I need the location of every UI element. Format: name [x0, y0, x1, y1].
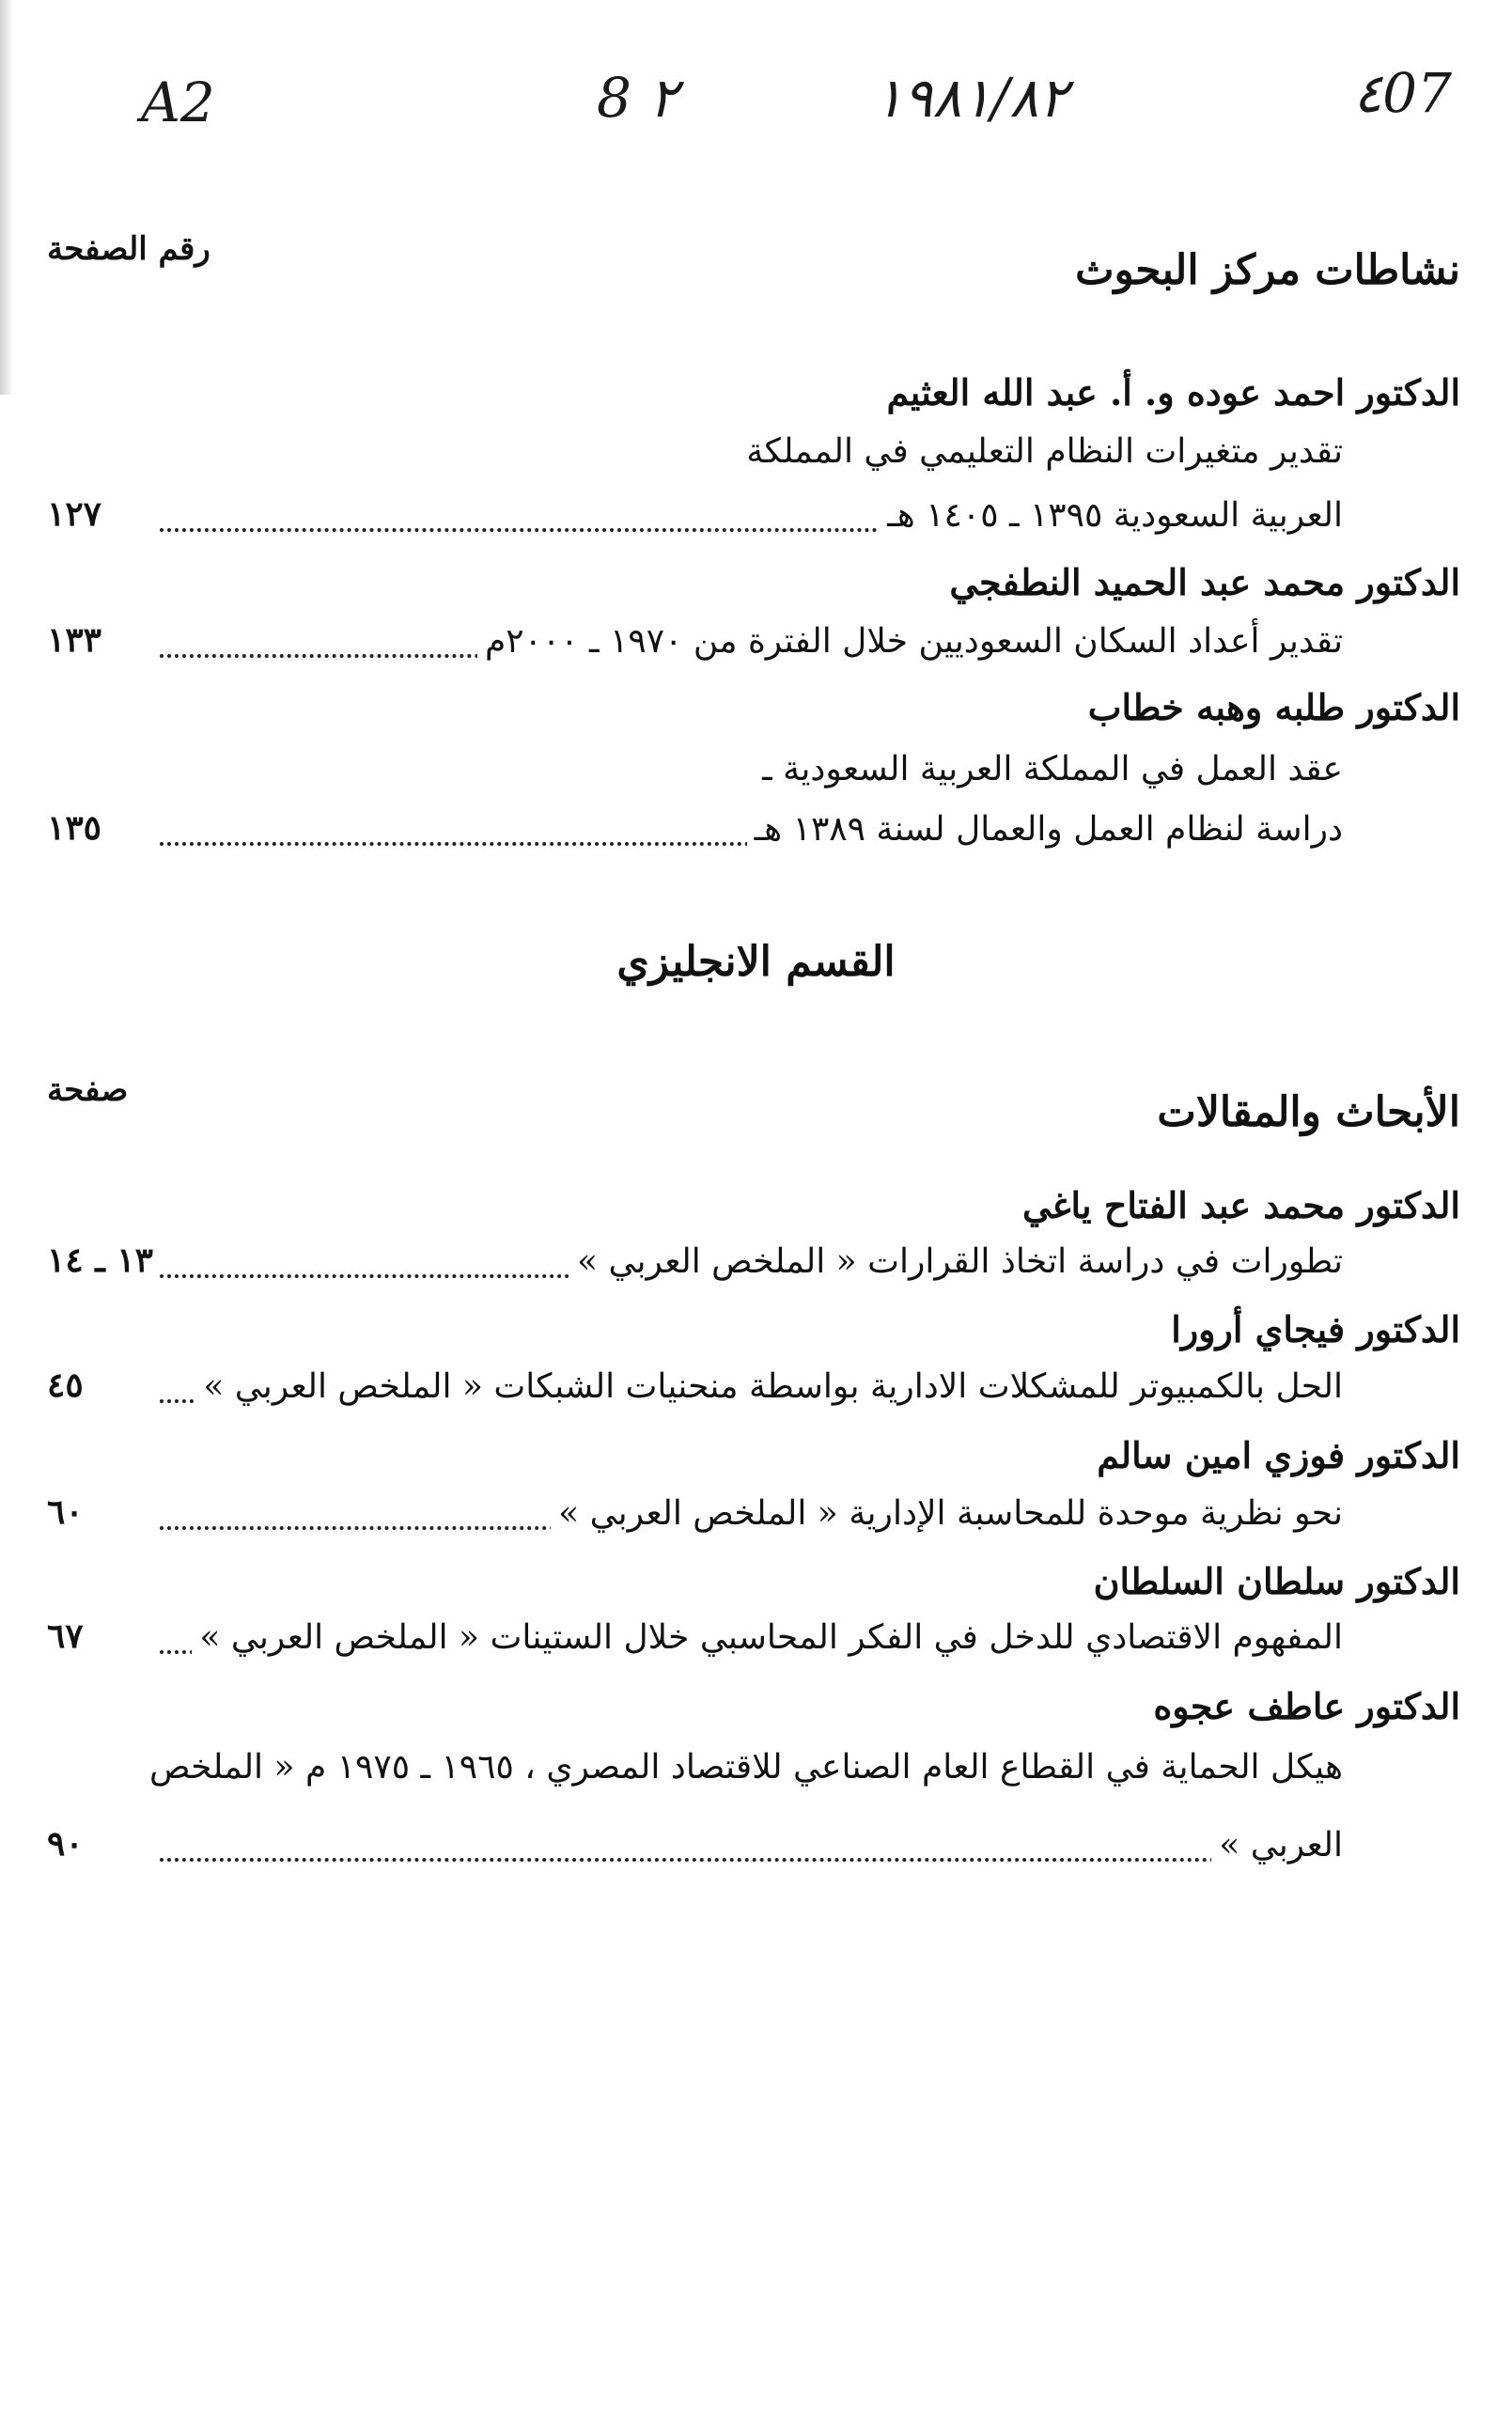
handwritten-date: ١٩٨١/٨٢	[874, 66, 1068, 130]
handwritten-number: ٤07	[1353, 61, 1452, 125]
entry-author: الدكتور فوزي امين سالم	[1097, 1434, 1460, 1476]
entry-page-number: ١٢٧	[47, 494, 107, 534]
page-number-label: رقم الصفحة	[47, 230, 210, 268]
entry-page-number: ٦٠	[47, 1492, 89, 1532]
entry-author: الدكتور احمد عوده و. أ. عبد الله العثيم	[886, 371, 1460, 413]
toc-row	[47, 622, 1343, 675]
english-section-title: القسم الانجليزي	[616, 938, 896, 986]
section-title-articles: الأبحاث والمقالات	[1157, 1088, 1460, 1136]
entry-title-line: عقد العمل في المملكة العربية السعودية ـ	[762, 750, 1343, 788]
entry-title-line: المفهوم الاقتصادي للدخل في الفكر المحاسبي خلال الستينات « الملخص العربي »	[192, 1618, 1343, 1657]
entry-page-number: ١٣٣	[47, 620, 107, 660]
entry-author: الدكتور عاطف عجوه	[1153, 1685, 1460, 1727]
section-title-research-center: نشاطات مركز البحوث	[1075, 246, 1460, 294]
dot-leader	[160, 1858, 1343, 1862]
toc-row	[47, 1618, 1343, 1671]
entry-title-line: الحل بالكمبيوتر للمشكلات الادارية بواسطة منحنيات الشبكات « الملخص العربي »	[195, 1367, 1343, 1406]
entry-page-number: ١٣٥	[47, 808, 107, 848]
toc-row	[47, 1826, 1343, 1879]
entry-page-number: ٩٠	[47, 1824, 89, 1864]
entry-author: الدكتور طلبه وهبه خطاب	[1087, 686, 1460, 728]
entry-author: الدكتور محمد عبد الحميد النطفجي	[949, 561, 1460, 603]
scan-edge-shadow	[0, 0, 13, 395]
handwritten-code: A2	[141, 70, 215, 134]
entry-title-line: هيكل الحماية في القطاع العام الصناعي للاقتصاد المصري ، ١٩٦٥ ـ ١٩٧٥ م « الملخص	[149, 1748, 1343, 1786]
toc-row	[47, 1367, 1343, 1420]
entry-title-line: نحو نظرية موحدة للمحاسبة الإدارية « الملخص العربي »	[551, 1494, 1343, 1533]
entry-author: الدكتور فيجاي أرورا	[1171, 1308, 1460, 1350]
entry-page-number: ١٣ ـ ١٤	[47, 1240, 159, 1280]
toc-row	[47, 1242, 1343, 1295]
entry-author: الدكتور محمد عبد الفتاح ياغي	[1021, 1184, 1460, 1226]
entry-page-number: ٤٥	[47, 1365, 89, 1405]
entry-title-line: تطورات في دراسة اتخاذ القرارات « الملخص العربي »	[569, 1242, 1343, 1281]
entry-title-line: العربية السعودية ١٣٩٥ ـ ١٤٠٥ هـ	[880, 496, 1343, 535]
toc-row	[47, 496, 1343, 549]
entry-page-number: ٦٧	[47, 1616, 89, 1656]
entry-title-line: تقدير متغيرات النظام التعليمي في المملكة	[746, 432, 1343, 471]
toc-row	[47, 1494, 1343, 1547]
entry-title-line: تقدير أعداد السكان السعوديين خلال الفترة من ١٩٧٠ ـ ٢٠٠٠م	[477, 622, 1343, 661]
entry-author: الدكتور سلطان السلطان	[1093, 1560, 1460, 1602]
toc-row	[47, 810, 1343, 863]
entry-title-line: دراسة لنظام العمل والعمال لسنة ١٣٨٩ هـ	[747, 810, 1343, 849]
handwritten-mark: 8 ٢	[597, 66, 678, 130]
page-label: صفحة	[47, 1071, 129, 1109]
entry-title-line: العربي »	[1211, 1826, 1343, 1865]
